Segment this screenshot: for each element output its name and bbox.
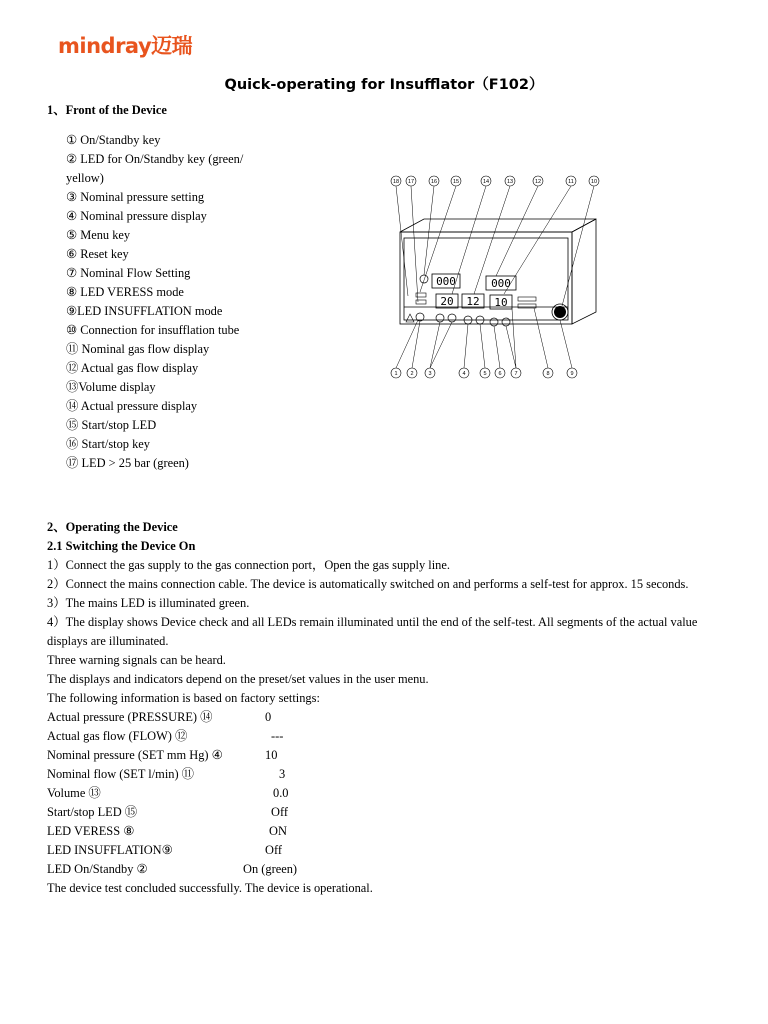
instruction-line: 3）The mains LED is illuminated green.	[47, 596, 250, 610]
callout-label: 12	[534, 179, 542, 185]
callout-label: 17	[407, 179, 415, 185]
callout-label: 14	[482, 179, 490, 185]
part-item: ⑬Volume display	[66, 380, 156, 394]
part-item: ⑭ Actual pressure display	[66, 399, 198, 413]
callout-label: 2	[410, 371, 414, 377]
setting-value: On (green)	[243, 862, 298, 876]
part-item: ④ Nominal pressure display	[66, 209, 207, 223]
part-item: ⑧ LED VERESS mode	[66, 285, 184, 299]
callout-label: 18	[392, 179, 400, 185]
part-item: ⑦ Nominal Flow Setting	[66, 266, 191, 280]
instruction-line: 1）Connect the gas supply to the gas connection port，Open the gas supply line.	[47, 558, 450, 572]
mindray-logo: mindray迈瑞	[58, 34, 193, 58]
setting-label: LED VERESS ⑧	[47, 824, 135, 838]
part-item: ⑰ LED > 25 bar (green)	[66, 456, 189, 470]
part-item: ③ Nominal pressure setting	[66, 190, 205, 204]
setting-label: Nominal pressure (SET mm Hg) ④	[47, 748, 223, 762]
setting-row	[47, 708, 737, 727]
setting-value: 3	[279, 767, 286, 781]
setting-row	[47, 822, 737, 841]
setting-value: 0	[265, 710, 272, 724]
device-front-diagram	[384, 172, 612, 382]
top-callouts	[391, 176, 599, 186]
callout-label: 4	[462, 371, 466, 377]
part-item: ⑮ Start/stop LED	[66, 418, 157, 432]
setting-row	[47, 803, 737, 822]
setting-value: ON	[269, 824, 287, 838]
part-item: ⑩ Connection for insufflation tube	[66, 323, 240, 337]
setting-value: Off	[271, 805, 288, 819]
setting-row	[47, 727, 737, 746]
parts-list	[66, 131, 281, 473]
setting-row	[47, 784, 737, 803]
display-bottom-1: 20	[440, 295, 454, 308]
callout-label: 6	[498, 371, 502, 377]
part-item: ⑤ Menu key	[66, 228, 131, 242]
instruction-line: The displays and indicators depend on the preset/set values in the user menu.	[47, 672, 429, 686]
setting-value: Off	[265, 843, 282, 857]
display-bottom-2: 12	[466, 295, 480, 308]
setting-row	[47, 765, 737, 784]
setting-row	[47, 841, 737, 860]
part-item: ⑫ Actual gas flow display	[66, 361, 199, 375]
part-item: ⑨LED INSUFFLATION mode	[66, 304, 223, 318]
conclusion-line: The device test concluded successfully. The device is operational.	[47, 881, 373, 895]
setting-label: LED INSUFFLATION⑨	[47, 843, 173, 857]
setting-label: Start/stop LED ⑮	[47, 805, 138, 819]
instruction-line: The following information is based on factory settings:	[47, 691, 320, 705]
instruction-line: 2）Connect the mains connection cable. The device is automatically switched on and performs a self-test for approx. 15 seconds.	[47, 577, 689, 591]
bottom-callouts	[391, 368, 577, 378]
setting-value: 10	[265, 748, 278, 762]
instruction-line: Three warning signals can be heard.	[47, 653, 226, 667]
callout-label: 8	[546, 371, 550, 377]
part-item: ② LED for On/Standby key (green/ yellow)	[66, 152, 244, 185]
setting-label: Actual pressure (PRESSURE) ⑭	[47, 710, 213, 724]
display-bottom-3: 10	[494, 296, 508, 309]
setting-row	[47, 746, 737, 765]
part-item: ⑯ Start/stop key	[66, 437, 150, 451]
setting-label: LED On/Standby ②	[47, 862, 148, 876]
callout-label: 5	[483, 371, 487, 377]
section-2-heading: 2、Operating the Device	[47, 520, 178, 534]
section-1-heading: 1、Front of the Device	[47, 103, 167, 117]
instruction-line: 4）The display shows Device check and all LEDs remain illuminated until the end of the self-test. All segments of the actual value displays are illuminated.	[47, 615, 698, 648]
part-item: ① On/Standby key	[66, 133, 161, 147]
callout-label: 3	[428, 371, 432, 377]
insufflation-port	[554, 306, 566, 318]
setting-label: Actual gas flow (FLOW) ⑫	[47, 729, 188, 743]
callout-label: 9	[570, 371, 574, 377]
callout-label: 10	[590, 179, 598, 185]
display-top-right: 000	[491, 277, 511, 290]
callout-label: 7	[514, 371, 518, 377]
page-title: Quick-operating for Insufflator（F102）	[224, 77, 544, 93]
section-2	[47, 518, 737, 898]
part-item: ⑥ Reset key	[66, 247, 129, 261]
callout-label: 16	[430, 179, 438, 185]
display-top-left: 000	[436, 275, 456, 288]
callout-label: 11	[568, 179, 574, 185]
setting-row	[47, 860, 737, 879]
setting-value: ---	[271, 729, 284, 743]
callout-label: 13	[506, 179, 514, 185]
section-2-1-heading: 2.1 Switching the Device On	[47, 539, 196, 553]
setting-value: 0.0	[273, 786, 289, 800]
callout-label: 15	[452, 179, 460, 185]
setting-label: Volume ⑬	[47, 786, 101, 800]
callout-label: 1	[394, 371, 398, 377]
setting-label: Nominal flow (SET l/min) ⑪	[47, 767, 195, 781]
part-item: ⑪ Nominal gas flow display	[66, 342, 210, 356]
